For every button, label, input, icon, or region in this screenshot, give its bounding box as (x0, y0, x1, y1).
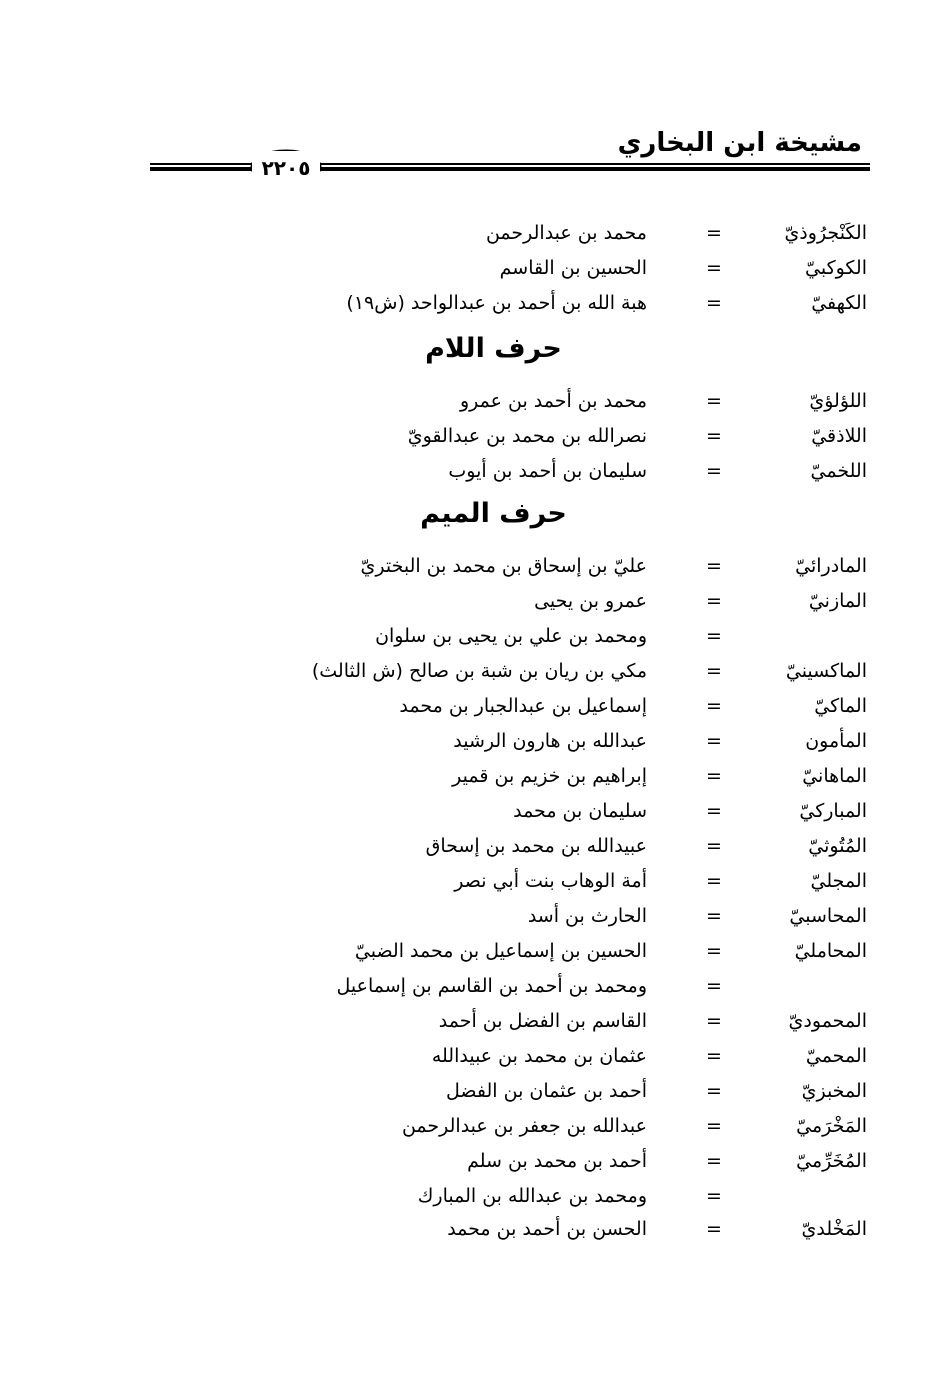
equals-sign: = (706, 765, 722, 787)
nisba: المازنيّ (808, 590, 867, 612)
entry-row (0, 1150, 947, 1184)
entry-row (0, 257, 947, 291)
equals-sign: = (706, 835, 722, 857)
entry-row (0, 730, 947, 764)
entry-row (0, 975, 947, 1009)
equals-sign: = (706, 870, 722, 892)
equals-sign: = (706, 390, 722, 412)
person-name: ومحمد بن أحمد بن القاسم بن إسماعيل (336, 975, 647, 997)
page-header (150, 118, 870, 188)
nisba: المحامليّ (794, 940, 867, 962)
entry-row (0, 425, 947, 459)
entry-row (0, 1115, 947, 1149)
person-name: عثمان بن محمد بن عبيدالله (431, 1045, 647, 1067)
person-name: إبراهيم بن خزيم بن قمير (452, 765, 647, 787)
entry-row (0, 800, 947, 834)
person-name: عبدالله بن هارون الرشيد (453, 730, 647, 752)
entry-row (0, 905, 947, 939)
entry-row (0, 1010, 947, 1044)
entry-row (0, 695, 947, 729)
nisba: الكوكبيّ (805, 257, 867, 279)
nisba: المباركيّ (799, 800, 867, 822)
equals-sign: = (706, 257, 722, 279)
entry-row (0, 390, 947, 424)
nisba: المُتُوثيّ (808, 835, 867, 857)
equals-sign: = (706, 425, 722, 447)
equals-sign: = (706, 625, 722, 647)
person-name: أمة الوهاب بنت أبي نصر (454, 870, 647, 892)
nisba: المادرائيّ (795, 555, 867, 577)
equals-sign: = (706, 940, 722, 962)
equals-sign: = (706, 695, 722, 717)
nisba: المَخْرَميّ (796, 1115, 867, 1137)
equals-sign: = (706, 660, 722, 682)
person-name: أحمد بن محمد بن سلم (467, 1150, 647, 1172)
entry-row (0, 625, 947, 659)
nisba: المأمون (805, 730, 867, 752)
nisba: المَخْلديّ (801, 1218, 867, 1240)
person-name: محمد بن أحمد بن عمرو (459, 390, 647, 412)
nisba: المحاسبيّ (789, 905, 867, 927)
person-name: الحارث بن أسد (527, 905, 647, 927)
entry-row (0, 940, 947, 974)
equals-sign: = (706, 1218, 722, 1240)
person-name: هبة الله بن أحمد بن عبدالواحد (ش١٩) (346, 292, 647, 314)
person-name: الحسين بن القاسم (499, 257, 647, 279)
nisba: الماكسينيّ (785, 660, 867, 682)
entry-row (0, 835, 947, 869)
person-name: أحمد بن عثمان بن الفضل (446, 1080, 647, 1102)
entry-row (0, 1045, 947, 1079)
entry-row (0, 590, 947, 624)
nisba: الكهفيّ (811, 292, 867, 314)
person-name: نصرالله بن محمد بن عبدالقويّ (407, 425, 647, 447)
nisba: المخبزيّ (801, 1080, 867, 1102)
equals-sign: = (706, 1045, 722, 1067)
person-name: الحسن بن أحمد بن محمد (447, 1218, 647, 1240)
equals-sign: = (706, 1010, 722, 1032)
book-title: مشيخة ابن البخاري (617, 128, 862, 158)
person-name: إسماعيل بن عبدالجبار بن محمد (399, 695, 647, 717)
section-heading-lam: حرف اللام (425, 333, 562, 364)
person-name: عبيدالله بن محمد بن إسحاق (425, 835, 647, 857)
nisba: اللؤلؤيّ (809, 390, 867, 412)
entry-row (0, 460, 947, 494)
entry-row (0, 1185, 947, 1219)
person-name: عمرو بن يحيى (534, 590, 647, 612)
equals-sign: = (706, 222, 722, 244)
nisba: اللاذقيّ (811, 425, 867, 447)
equals-sign: = (706, 292, 722, 314)
nisba: المُخَرِّميّ (796, 1150, 867, 1172)
equals-sign: = (706, 460, 722, 482)
person-name: عبدالله بن جعفر بن عبدالرحمن (401, 1115, 647, 1137)
person-name: عليّ بن إسحاق بن محمد بن البختريّ (360, 555, 647, 577)
person-name: سليمان بن محمد (513, 800, 647, 822)
person-name: مكي بن ريان بن شبة بن صالح (ش الثالث) (311, 660, 647, 682)
entry-row (0, 870, 947, 904)
entry-row (0, 292, 947, 326)
nisba: المحموديّ (788, 1010, 867, 1032)
equals-sign: = (706, 730, 722, 752)
equals-sign: = (706, 590, 722, 612)
entry-row (0, 1080, 947, 1114)
person-name: الحسين بن إسماعيل بن محمد الضبيّ (354, 940, 647, 962)
entry-row (0, 660, 947, 694)
equals-sign: = (706, 555, 722, 577)
entry-row (0, 555, 947, 589)
person-name: ومحمد بن عبدالله بن المبارك (417, 1185, 647, 1207)
section-heading-mim: حرف الميم (420, 498, 567, 529)
person-name: سليمان بن أحمد بن أيوب (448, 460, 647, 482)
nisba: الماكيّ (814, 695, 867, 717)
entry-row (0, 222, 947, 256)
nisba: المجليّ (810, 870, 867, 892)
equals-sign: = (706, 1185, 722, 1207)
nisba: الكَنْجرُوذيّ (784, 222, 867, 244)
person-name: ومحمد بن علي بن يحيى بن سلوان (375, 625, 647, 647)
entry-row (0, 1218, 947, 1252)
nisba: المحميّ (805, 1045, 867, 1067)
entry-row (0, 765, 947, 799)
equals-sign: = (706, 975, 722, 997)
nisba: اللخميّ (810, 460, 867, 482)
person-name: القاسم بن الفضل بن أحمد (438, 1010, 647, 1032)
nisba: الماهانيّ (802, 765, 867, 787)
equals-sign: = (706, 800, 722, 822)
equals-sign: = (706, 1115, 722, 1137)
equals-sign: = (706, 1080, 722, 1102)
page-number: ٢٢٠٥ (252, 151, 320, 185)
person-name: محمد بن عبدالرحمن (485, 222, 647, 244)
equals-sign: = (706, 1150, 722, 1172)
equals-sign: = (706, 905, 722, 927)
